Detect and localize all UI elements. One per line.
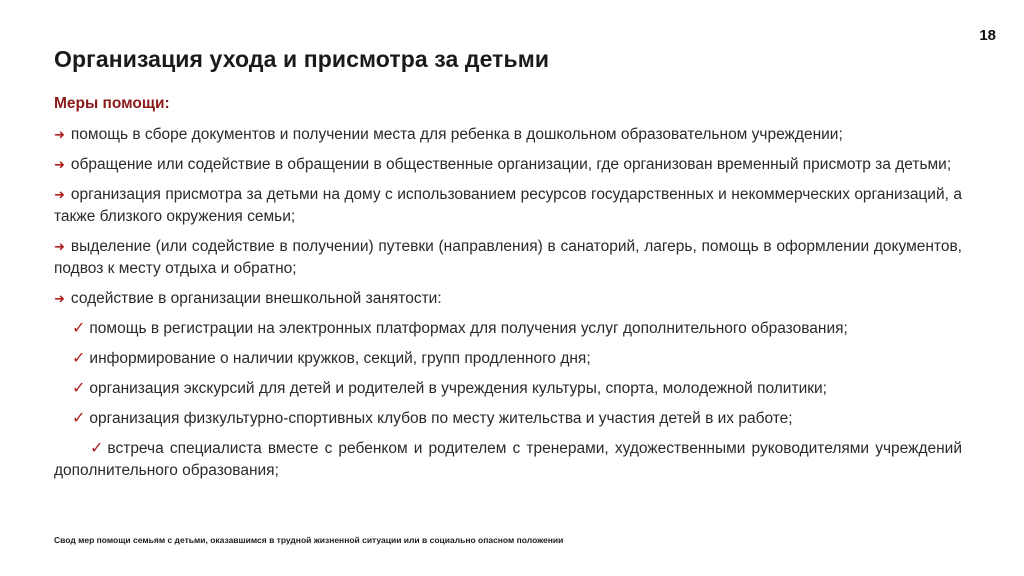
list-item-text: содействие в организации внешкольной занятости: <box>70 290 442 307</box>
checkmark-icon: ✓ <box>90 440 104 457</box>
section-subtitle: Меры помощи: <box>54 95 170 112</box>
page-title: Организация ухода и присмотра за детьми <box>54 46 550 72</box>
list-item <box>54 154 962 176</box>
sub-list-item <box>54 348 962 370</box>
list-item <box>54 288 962 310</box>
sub-list-item-text: организация физкультурно-спортивных клубов по месту жительства и участия детей в их работе; <box>89 410 793 427</box>
sub-list-item-text: встреча специалиста вместе с ребенком и родителем с тренерами, художественными руководителями учреждений дополнительного образования; <box>54 440 962 479</box>
arrow-icon: ➜ <box>54 157 65 172</box>
checkmark-icon: ✓ <box>72 380 86 397</box>
sub-list-item-text: информирование о наличии кружков, секций, групп продленного дня; <box>89 350 591 367</box>
sub-list-item-text: организация экскурсий для детей и родителей в учреждения культуры, спорта, молодежной политики; <box>89 380 827 397</box>
checkmark-icon: ✓ <box>72 410 86 427</box>
sub-list-item <box>54 438 962 482</box>
checkmark-icon: ✓ <box>72 350 86 367</box>
sub-list-item <box>54 408 962 430</box>
list-item <box>54 124 962 146</box>
arrow-icon: ➜ <box>54 239 65 254</box>
arrow-icon: ➜ <box>54 291 65 306</box>
arrow-icon: ➜ <box>54 127 65 142</box>
checkmark-icon: ✓ <box>72 320 86 337</box>
arrow-icon: ➜ <box>54 187 65 202</box>
list-item <box>54 236 962 280</box>
page-number: 18 <box>979 27 996 44</box>
list-item <box>54 184 962 228</box>
sub-list-item-text: помощь в регистрации на электронных платформах для получения услуг дополнительного образования; <box>89 320 848 337</box>
sub-list-item <box>54 378 962 400</box>
list-item-text: обращение или содействие в обращении в общественные организации, где организован временный присмотр за детьми; <box>70 156 952 173</box>
list-item-text: организация присмотра за детьми на дому с использованием ресурсов государственных и некоммерческих организаций, а также близкого окружения семьи; <box>54 186 962 225</box>
sub-list-item <box>54 318 962 340</box>
list-item-text: выделение (или содействие в получении) путевки (направления) в санаторий, лагерь, помощь в оформлении документов, подвоз к месту отдыха и обратно; <box>54 238 962 277</box>
measures-list <box>54 124 962 490</box>
list-item-text: помощь в сборе документов и получении места для ребенка в дошкольном образовательном учреждении; <box>70 126 843 143</box>
footer-caption: Свод мер помощи семьям с детьми, оказавшимся в трудной жизненной ситуации или в социально опасном положении <box>54 535 564 545</box>
